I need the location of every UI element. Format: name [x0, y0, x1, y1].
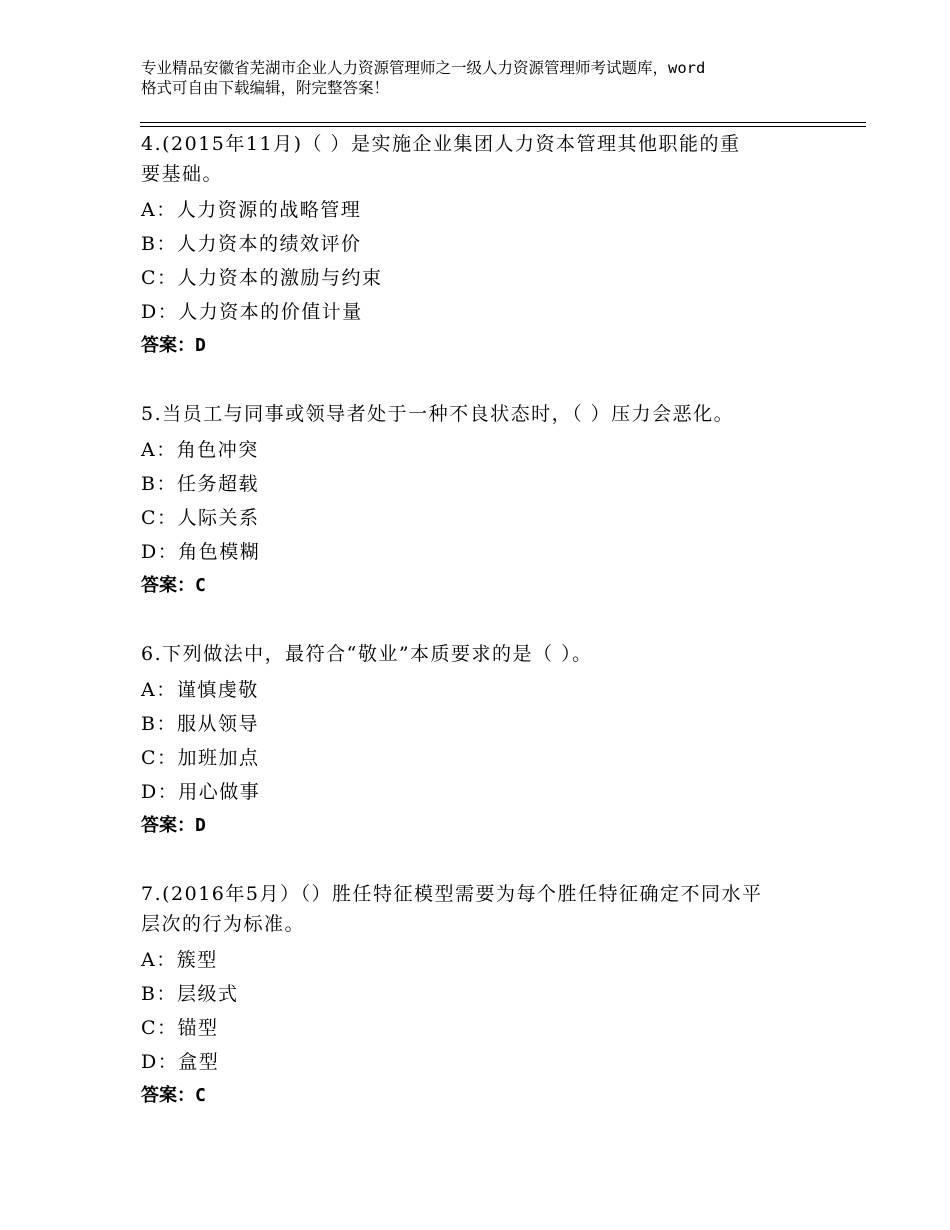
answer-label: 答案：C: [141, 575, 206, 596]
answer-label: 答案：C: [141, 1085, 206, 1106]
question-spacer: [141, 603, 841, 637]
header-line-1: 专业精品安徽省芜湖市企业人力资源管理师之一级人力资源管理师考试题库，word: [141, 59, 706, 77]
question-stem: 7.(2016年5月）（）胜任特征模型需要为每个胜任特征确定不同水平 层次的行为标准。: [141, 883, 763, 935]
question-7: [141, 877, 841, 1113]
question-list: [141, 127, 841, 1113]
question-4: [141, 127, 841, 363]
option-a: A：谨慎虔敬: [141, 679, 259, 701]
question-spacer: [141, 363, 841, 397]
question-5: [141, 397, 841, 603]
question-spacer: [141, 843, 841, 877]
question-stem: 6.下列做法中，最符合“敬业”本质要求的是（ ）。: [141, 643, 593, 665]
option-c: C：加班加点: [141, 747, 260, 769]
option-b: B：层级式: [141, 983, 239, 1005]
option-c: C：锚型: [141, 1017, 219, 1039]
option-d: D：盒型: [141, 1051, 220, 1073]
header-line-2: 格式可自由下载编辑，附完整答案！: [141, 79, 390, 97]
option-b: B：服从领导: [141, 713, 259, 735]
question-stem: 4.(2015年11月)（ ）是实施企业集团人力资本管理其他职能的重 要基础。: [141, 133, 741, 185]
option-d: D：角色模糊: [141, 541, 261, 563]
option-d: D：人力资本的价值计量: [141, 301, 363, 323]
answer-label: 答案：D: [141, 335, 206, 356]
document-header: [141, 58, 831, 98]
option-b: B：人力资本的绩效评价: [141, 233, 362, 255]
answer-label: 答案：D: [141, 815, 206, 836]
option-a: A：人力资源的战略管理: [141, 199, 362, 221]
option-c: C：人力资本的激励与约束: [141, 267, 383, 289]
option-c: C：人际关系: [141, 507, 260, 529]
option-a: A：簇型: [141, 949, 218, 971]
option-a: A：角色冲突: [141, 439, 259, 461]
question-stem: 5.当员工与同事或领导者处于一种不良状态时，（ ）压力会恶化。: [141, 403, 735, 425]
option-b: B：任务超载: [141, 473, 259, 495]
header-divider-thin: [140, 122, 866, 123]
question-6: [141, 637, 841, 843]
option-d: D：用心做事: [141, 781, 261, 803]
